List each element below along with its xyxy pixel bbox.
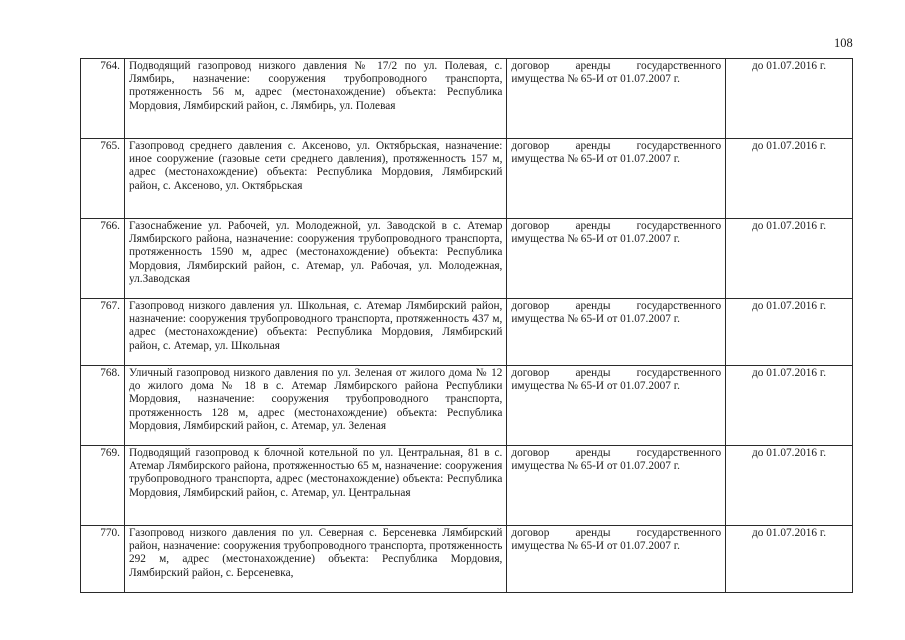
lease-term: до 01.07.2016 г. [726, 526, 853, 593]
table-row [81, 299, 853, 366]
object-description: Подводящий газопровод к блочной котельной по ул. Центральная, 81 в с. Атемар Лямбирского района, протяженностью 65 м, назначение: сооружения трубопроводного транспорта, адрес (местонахождение) объекта: Республика Мордовия, Лямбирский район, с. Атемар, ул. Центральная [124, 446, 506, 526]
table-row [81, 366, 853, 446]
table-row [81, 526, 853, 593]
object-description: Газопровод среднего давления с. Аксеново, ул. Октябрьская, назначение: иное сооружение (газовые сети среднего давления), протяженность 157 м, адрес (местонахождение) объекта: Республика Мордовия, Лямбирский район, с. Аксеново, ул. Октябрьская [124, 139, 506, 219]
lease-basis: договор аренды государственного имущества № 65-И от 01.07.2007 г. [507, 366, 726, 446]
lease-basis: договор аренды государственного имущества № 65-И от 01.07.2007 г. [507, 526, 726, 593]
page-number: 108 [834, 36, 853, 50]
row-number: 767. [81, 299, 125, 366]
object-description: Газоснабжение ул. Рабочей, ул. Молодежной, ул. Заводской в с. Атемар Лямбирского района, назначение: сооружения трубопроводного транспорта, протяженность 1590 м, адрес (местонахождение) объекта: Республика Мордовия, Лямбирский район, с. Атемар, ул. Рабочая, ул. Молодежная, ул.Заводская [124, 219, 506, 299]
row-number: 766. [81, 219, 125, 299]
table-row [81, 59, 853, 139]
lease-term: до 01.07.2016 г. [726, 299, 853, 366]
lease-basis: договор аренды государственного имущества № 65-И от 01.07.2007 г. [507, 299, 726, 366]
table-row [81, 219, 853, 299]
object-description: Уличный газопровод низкого давления по ул. Зеленая от жилого дома № 12 до жилого дома № 18 в с. Атемар Лямбирского района Республики Мордовия, назначение: сооружения трубопроводного транспорта, протяженность 128 м, адрес (местонахождение) объекта: Республика Мордовия, Лямбирский район, с. Атемар, ул. Зеленая [124, 366, 506, 446]
lease-term: до 01.07.2016 г. [726, 139, 853, 219]
property-registry-table [80, 58, 853, 593]
table-row [81, 446, 853, 526]
lease-term: до 01.07.2016 г. [726, 446, 853, 526]
object-description: Газопровод низкого давления ул. Школьная, с. Атемар Лямбирский район, назначение: сооружения трубопроводного транспорта, протяженность 437 м, адрес (местонахождение) объекта: Республика Мордовия, Лямбирский район, с. Атемар, ул. Школьная [124, 299, 506, 366]
lease-term: до 01.07.2016 г. [726, 366, 853, 446]
object-description: Подводящий газопровод низкого давления № 17/2 по ул. Полевая, с. Лямбирь, назначение: сооружения трубопроводного транспорта, протяженность 56 м, адрес (местонахождение) объекта: Республика Мордовия, Лямбирский район, с. Лямбирь, ул. Полевая [124, 59, 506, 139]
row-number: 769. [81, 446, 125, 526]
lease-term: до 01.07.2016 г. [726, 219, 853, 299]
table-row [81, 139, 853, 219]
lease-basis: договор аренды государственного имущества № 65-И от 01.07.2007 г. [507, 59, 726, 139]
object-description: Газопровод низкого давления по ул. Северная с. Берсеневка Лямбирский район, назначение: сооружения трубопроводного транспорта, протяженность 292 м, адрес (местонахождение) объекта: Республика Мордовия, Лямбирский район, с. Берсеневка, [124, 526, 506, 593]
lease-basis: договор аренды государственного имущества № 65-И от 01.07.2007 г. [507, 219, 726, 299]
row-number: 764. [81, 59, 125, 139]
lease-term: до 01.07.2016 г. [726, 59, 853, 139]
row-number: 765. [81, 139, 125, 219]
lease-basis: договор аренды государственного имущества № 65-И от 01.07.2007 г. [507, 446, 726, 526]
lease-basis: договор аренды государственного имущества № 65-И от 01.07.2007 г. [507, 139, 726, 219]
row-number: 770. [81, 526, 125, 593]
row-number: 768. [81, 366, 125, 446]
